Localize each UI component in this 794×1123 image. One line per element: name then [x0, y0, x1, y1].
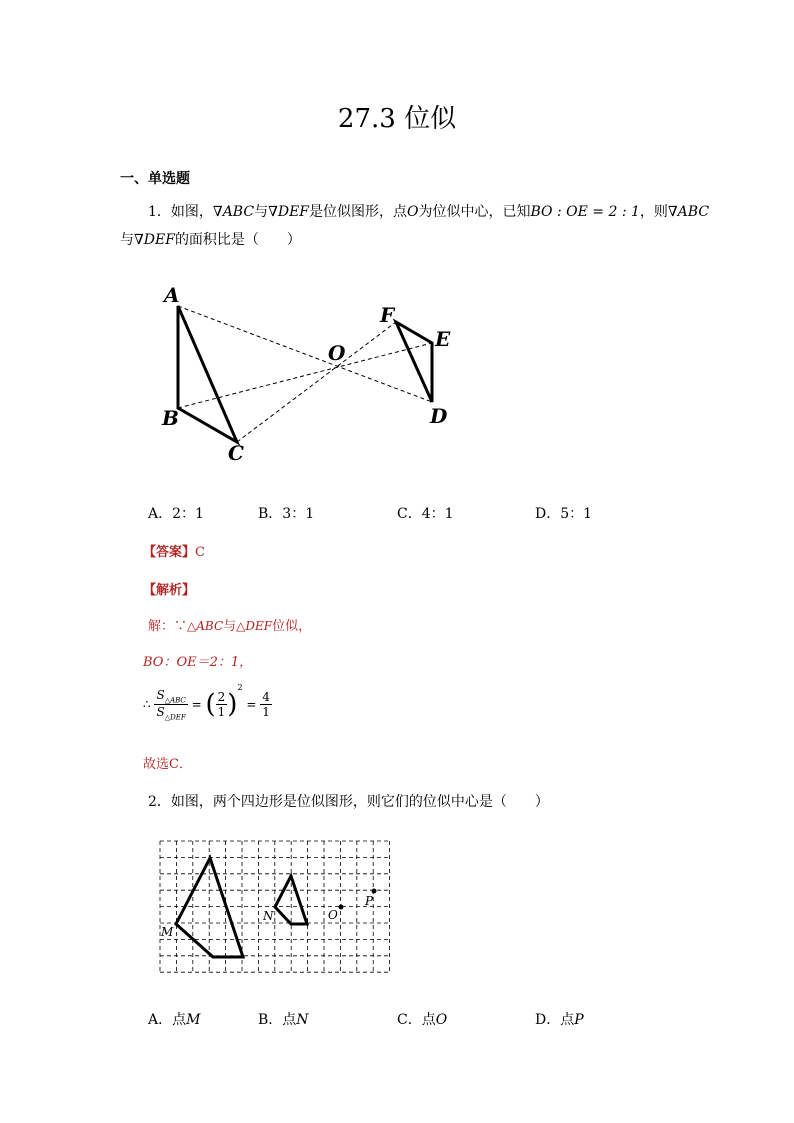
result-den: 1	[262, 705, 270, 719]
dashed-line-be	[178, 343, 432, 408]
exponent: 2	[237, 683, 243, 692]
section-heading: 一、单选题	[120, 171, 190, 187]
solution-1-f: 位似，	[272, 619, 312, 634]
solution-1-tri-def: △DEF	[236, 619, 273, 633]
triangle-abc-shape	[178, 306, 237, 442]
triangle-def-2: ∇DEF	[134, 232, 175, 248]
q1-option-a[interactable]: A．2：1	[148, 506, 204, 522]
question-2-text: 如图，两个四边形是位似图形，则它们的位似中心是（ ）	[170, 794, 549, 810]
question-1-number: 1．	[148, 204, 171, 220]
solution-1-a: 解：	[148, 619, 175, 634]
solution-1-tri-abc: △ABC	[187, 619, 224, 633]
page-title: 27.3 位似	[337, 104, 457, 134]
q2-option-c-label: C．点	[397, 1012, 436, 1028]
ratio-den: 1	[217, 705, 226, 719]
area-s2-sub: △DEF	[164, 713, 186, 722]
label-d: D	[430, 404, 448, 428]
solution-line-1	[148, 615, 311, 634]
label-e: E	[435, 327, 451, 351]
triangle-abc: ∇ABC	[212, 204, 255, 220]
q1-option-c[interactable]: C．4：1	[397, 506, 454, 522]
q1-option-b[interactable]: B．3：1	[258, 506, 315, 522]
q2-option-d-point: P	[574, 1012, 584, 1028]
ratio-fraction	[216, 690, 228, 719]
q2-option-d[interactable]	[535, 1009, 584, 1029]
question-1-text-c: 是位似图形，点	[309, 204, 408, 220]
solution-1-d: 与	[223, 619, 237, 634]
q2-option-c[interactable]	[397, 1009, 447, 1029]
q2-option-c-point: O	[435, 1012, 448, 1028]
solution-line-3: ∴ $\frac{S_{\triangle ABC}}{S_{\triangle DEF}}$ = ( $\frac{2}{1}$ )$^2$ = $\frac{4}{1}$	[143, 683, 270, 722]
label-c: C	[228, 441, 244, 465]
question-2	[148, 791, 549, 811]
question-1-text-a: 如图，	[170, 204, 213, 220]
result-num: 4	[262, 690, 270, 704]
question-1-line2-a: 与	[120, 232, 134, 248]
question-1-text-e: ，则	[639, 204, 668, 220]
area-s1: S	[156, 687, 165, 702]
point-p-dot	[372, 889, 377, 894]
because-symbol: ∵	[174, 619, 188, 634]
label-o: O	[328, 341, 346, 365]
label-p: P	[365, 894, 374, 908]
area-s1-sub: △ABC	[164, 696, 186, 704]
question-1-line-1	[148, 201, 709, 221]
q2-option-b-label: B．点	[258, 1012, 297, 1028]
point-o-dot	[339, 905, 344, 910]
area-s2: S	[156, 705, 165, 719]
answer-tag: 【答案】	[143, 545, 196, 560]
dashed-line-cf	[237, 322, 396, 442]
question-1-text-b: 与	[254, 204, 269, 220]
solution-line-4: 故选C．	[143, 757, 192, 772]
q2-option-a-point: M	[186, 1012, 201, 1028]
answer-line	[143, 541, 205, 560]
therefore-symbol: ∴	[143, 697, 151, 712]
equals-1: =	[191, 697, 202, 712]
equals-2: =	[246, 697, 257, 712]
question-2-number: 2．	[148, 794, 171, 810]
solution-line-2: BO：OE＝2：1，	[143, 655, 253, 670]
question-1-line-2	[120, 229, 301, 249]
label-m: M	[161, 925, 174, 939]
answer-value: C	[195, 545, 205, 560]
label-n: N	[263, 909, 274, 923]
triangle-abc-2: ∇ABC	[667, 204, 710, 220]
label-o2: O	[328, 908, 338, 922]
q2-option-a[interactable]	[148, 1009, 200, 1029]
result-fraction	[260, 690, 272, 719]
ratio-num: 2	[217, 690, 226, 704]
triangle-def: ∇DEF	[268, 204, 310, 220]
point-o: O	[407, 204, 419, 220]
label-b: B	[162, 406, 179, 430]
q2-option-b-point: N	[296, 1012, 309, 1028]
question-1-line2-b: 的面积比是（ ）	[174, 232, 301, 248]
analysis-tag: 【解析】	[143, 583, 196, 598]
label-f: F	[380, 303, 395, 327]
grid-figure-2	[155, 836, 395, 978]
q2-option-a-label: A．点	[148, 1012, 187, 1028]
q1-option-d[interactable]: D．5：1	[535, 506, 593, 522]
area-ratio-fraction	[154, 688, 187, 722]
ratio-expression: BO : OE = 2 : 1	[530, 204, 640, 220]
q2-option-d-label: D．点	[535, 1012, 575, 1028]
homothety-figure-1	[150, 280, 480, 470]
label-a: A	[164, 283, 180, 307]
q2-option-b[interactable]	[258, 1009, 309, 1029]
question-1-text-d: 为位似中心，已知	[418, 204, 531, 220]
